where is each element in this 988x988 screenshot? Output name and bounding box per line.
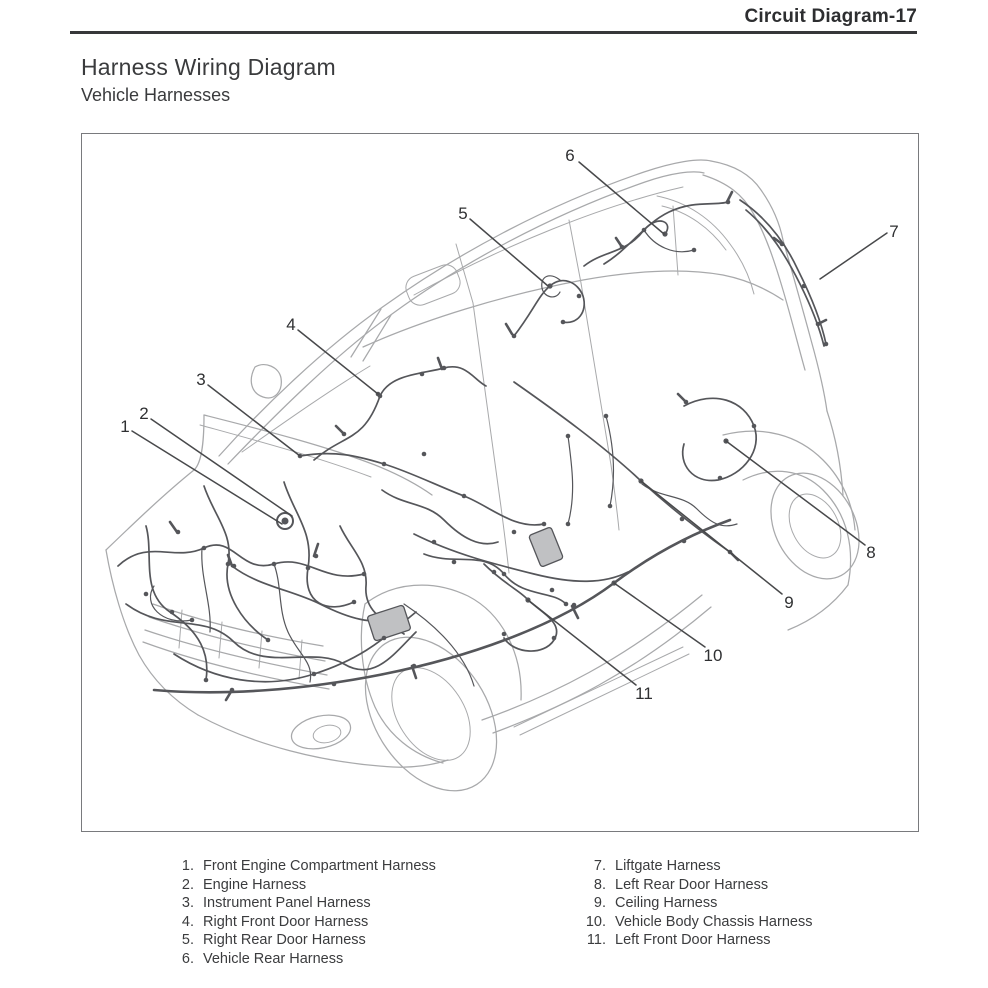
callout-7: 7 [889, 222, 899, 241]
legend-item [578, 894, 812, 913]
legend-item-number: 11. [586, 932, 606, 948]
legend-item-label: Front Engine Compartment Harness [203, 858, 436, 874]
callout-2: 2 [139, 404, 149, 423]
legend-item [166, 894, 436, 913]
legend-item-number: 2. [181, 876, 194, 893]
legend-item [166, 931, 436, 950]
legend-item-label: Instrument Panel Harness [203, 895, 371, 911]
legend-column-right [578, 857, 812, 950]
callout-1: 1 [120, 417, 130, 436]
legend-column-left [166, 857, 436, 968]
callout-9: 9 [784, 593, 794, 612]
callout-11: 11 [635, 684, 653, 703]
legend-item-number: 7. [593, 858, 606, 874]
legend-item [166, 950, 436, 969]
vehicle-harness-diagram [82, 134, 918, 831]
legend-item-label: Engine Harness [203, 876, 307, 893]
legend-item-number: 6. [181, 950, 194, 967]
callout-3: 3 [196, 370, 206, 389]
page-header-title: Circuit Diagram-17 [744, 6, 917, 27]
legend-item-number: 10. [585, 913, 606, 930]
legend-item [578, 857, 812, 876]
legend-item [578, 913, 812, 932]
legend-item [166, 857, 436, 876]
page-subtitle: Vehicle Harnesses [81, 85, 231, 105]
diagram-box [81, 133, 919, 832]
legend-item-number: 5. [181, 932, 194, 948]
legend-item-label: Liftgate Harness [615, 858, 721, 874]
legend-item-label: Left Rear Door Harness [615, 876, 769, 893]
legend-item-number: 8. [593, 876, 606, 893]
legend-item-number: 3. [181, 895, 194, 911]
vehicle-body-outline [106, 160, 877, 815]
legend-item-number: 4. [181, 913, 194, 930]
legend-item-label: Left Front Door Harness [615, 932, 771, 948]
legend-item-label: Vehicle Body Chassis Harness [615, 913, 813, 930]
harness-connector-dots [144, 200, 829, 693]
legend-item [166, 913, 436, 932]
legend-item-label: Ceiling Harness [615, 895, 718, 911]
legend-item [578, 931, 812, 950]
legend-item [578, 876, 812, 895]
callout-10: 10 [703, 646, 723, 665]
page-title: Harness Wiring Diagram [81, 54, 336, 80]
legend-item-number: 1. [181, 858, 194, 874]
legend-item-label: Vehicle Rear Harness [203, 950, 344, 967]
legend-item-number: 9. [593, 895, 606, 911]
harness-network [118, 192, 826, 700]
callout-5: 5 [458, 204, 468, 223]
callout-4: 4 [286, 315, 296, 334]
legend-item-label: Right Rear Door Harness [203, 932, 366, 948]
header-rule [70, 31, 917, 34]
callout-8: 8 [866, 543, 876, 562]
legend-item-label: Right Front Door Harness [203, 913, 369, 930]
legend-item [166, 876, 436, 895]
callout-6: 6 [565, 146, 575, 165]
